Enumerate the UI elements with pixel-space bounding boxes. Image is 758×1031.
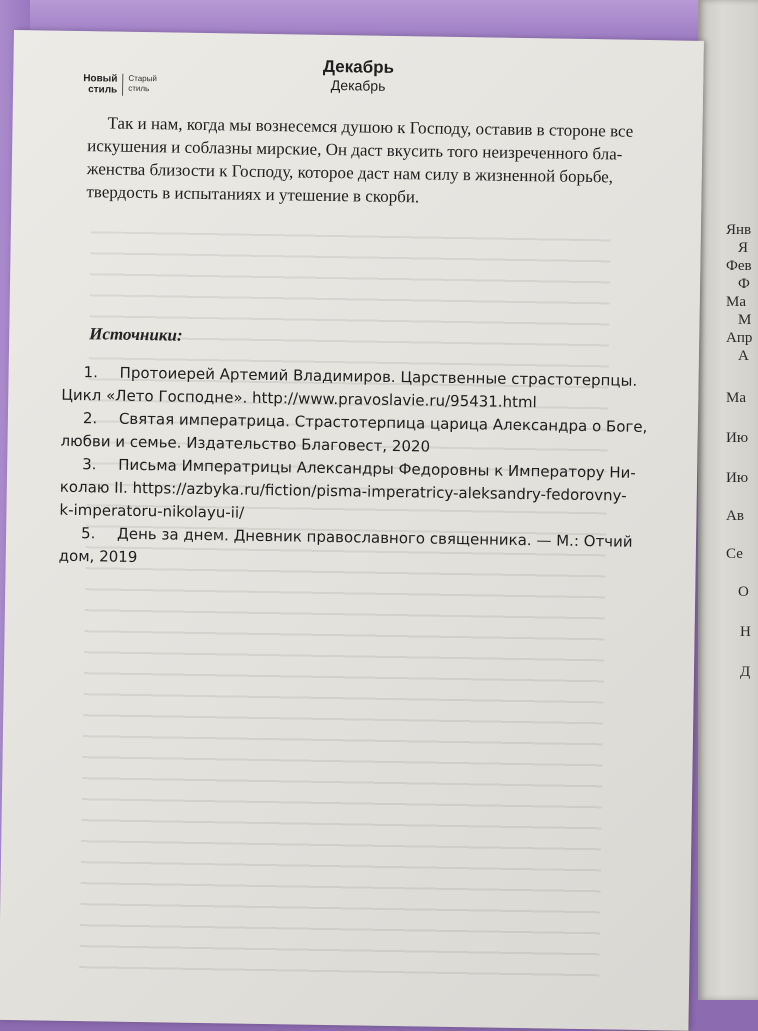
sources-list [59, 361, 672, 578]
month-tab: Ма [726, 390, 746, 406]
body-paragraph [86, 111, 634, 211]
month-tab: О [738, 584, 749, 600]
paragraph-line: Так и нам, когда мы вознесемся душою к Господу, оставив в стороне все [107, 113, 634, 141]
month-tab: А [738, 348, 749, 364]
month-tab: Янв [726, 222, 752, 238]
month-tab: Д [740, 664, 751, 680]
month-tab: Н [740, 624, 751, 640]
page-subtitle: Декабрь [330, 76, 386, 94]
source-line: колаю II. https://azbyka.ru/fiction/pisma-imperatricy-aleksandry-fedorovny- [59, 477, 627, 505]
page-title: Декабрь [322, 56, 395, 77]
month-tab: Ф [738, 276, 750, 292]
source-line: Святая императрица. Страстотерпица царица Александра о Боге, [118, 409, 648, 436]
old-style-label: Старый стиль [128, 73, 157, 94]
paragraph-line: твердость в испытаниях и утешение в скорби. [86, 182, 420, 207]
source-number: 2. [82, 409, 98, 428]
source-line: любви и семье. Издательство Благовест, 2020 [60, 431, 431, 456]
next-page-edge [698, 0, 758, 1000]
month-tab: Ию [726, 430, 749, 446]
month-tab: Ав [726, 508, 744, 524]
new-style-label: Новый стиль [83, 73, 118, 96]
sources-heading: Источники: [89, 324, 183, 345]
paragraph-line: искушения и соблазны мирские, Он даст вкусить того неизреченного бла- [87, 136, 623, 164]
source-line: дом, 2019 [58, 546, 138, 567]
book-page [0, 30, 704, 1031]
source-line: Протоиерей Артемий Владимиров. Царственные страстотерпцы. [119, 363, 638, 390]
source-item [59, 522, 670, 578]
source-line: Цикл «Лето Господне». http://www.pravoslavie.ru/95431.html [61, 385, 537, 412]
source-number: 1. [83, 363, 99, 382]
month-tab: Ма [726, 294, 746, 310]
source-number: 5. [80, 524, 96, 543]
month-tab: Ию [726, 470, 749, 486]
month-tab: Фев [726, 258, 752, 274]
source-number: 3. [82, 455, 97, 474]
paragraph-line: женства близости к Господу, которое даст нам силу в жизненной борьбе, [86, 159, 614, 187]
month-tab: Я [738, 240, 749, 256]
month-tab: Апр [726, 330, 753, 346]
source-item [59, 453, 670, 532]
source-line: k-imperatoru-nikolayu-ii/ [59, 500, 245, 522]
source-line: Письма Императрицы Александры Федоровны к Императору Ни- [118, 455, 636, 482]
month-tab: Се [726, 546, 743, 562]
source-line: День за днем. Дневник православного священника. — М.: Отчий [116, 524, 633, 551]
month-tab: М [738, 312, 752, 328]
